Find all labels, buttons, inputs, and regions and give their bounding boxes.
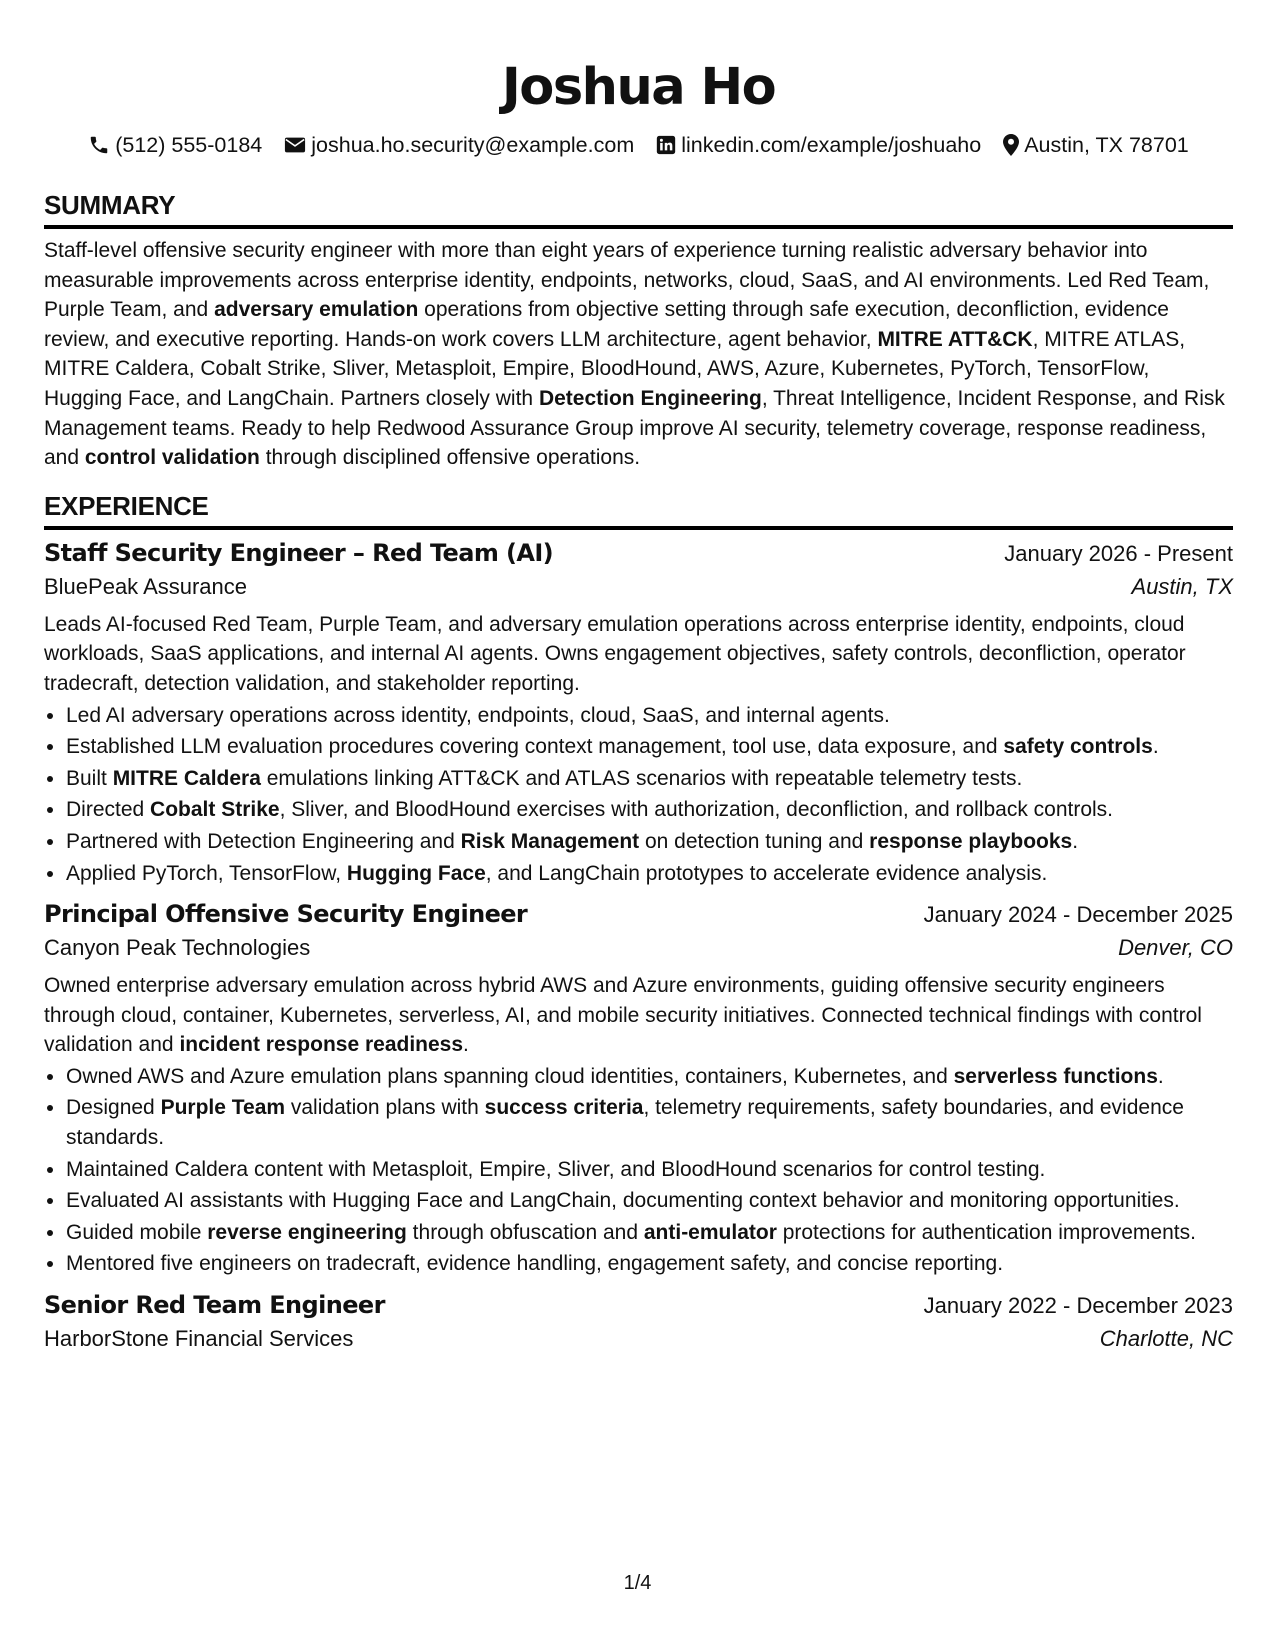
list-item: • Directed Cobalt Strike, Sliver, and BloodHound exercises with authorization, deconfliction, and rollback controls. xyxy=(66,795,1233,825)
page-number: 1/4 xyxy=(623,1572,652,1594)
phone-text: (512) 555-0184 xyxy=(115,132,263,157)
job-description: Owned enterprise adversary emulation across hybrid AWS and Azure environments, guiding offensive security engineers through cloud, container, Kubernetes, serverless, AI, and mobile security initiatives. Connected technical findings with control validation and incident response readiness. xyxy=(44,974,1202,1057)
summary-section xyxy=(44,190,1233,473)
job-location: Charlotte, NC xyxy=(1099,1326,1233,1352)
location-text: Austin, TX 78701 xyxy=(1024,132,1189,157)
job-company: Canyon Peak Technologies xyxy=(44,935,311,961)
list-item: • Led AI adversary operations across identity, endpoints, cloud, SaaS, and internal agents. xyxy=(66,701,1233,731)
list-item: • Evaluated AI assistants with Hugging Face and LangChain, documenting context behavior and monitoring opportunities. xyxy=(66,1186,1233,1216)
envelope-icon xyxy=(284,136,306,154)
resume-page xyxy=(44,0,1233,1356)
list-item: • Guided mobile reverse engineering through obfuscation and anti-emulator protections for authentication improvements. xyxy=(66,1218,1233,1248)
contact-bar xyxy=(44,130,1233,160)
phone-icon xyxy=(88,134,110,156)
job-title: Principal Offensive Security Engineer xyxy=(44,900,528,929)
job-company: HarborStone Financial Services xyxy=(44,1326,354,1352)
experience-heading: EXPERIENCE xyxy=(44,490,209,521)
job-location: Denver, CO xyxy=(1118,935,1233,961)
contact-email[interactable] xyxy=(284,133,634,158)
job-bullets xyxy=(44,701,1233,889)
email-text: joshua.ho.security@example.com xyxy=(311,132,635,157)
list-item: • Partnered with Detection Engineering and Risk Management on detection tuning and response playbooks. xyxy=(66,827,1233,857)
job-entry xyxy=(44,1289,1233,1356)
list-item: • Designed Purple Team validation plans with success criteria, telemetry requirements, safety boundaries, and evidence standards. xyxy=(66,1093,1233,1152)
job-dates: January 2022 - December 2023 xyxy=(923,1293,1233,1319)
map-pin-icon xyxy=(1003,134,1019,156)
job-title: Senior Red Team Engineer xyxy=(44,1291,385,1320)
job-bullets xyxy=(44,1062,1233,1279)
candidate-name: Joshua Ho xyxy=(501,58,776,117)
section-divider xyxy=(44,225,1233,229)
list-item: • Established LLM evaluation procedures covering context management, tool use, data exposure, and safety controls. xyxy=(66,732,1233,762)
list-item: • Built MITRE Caldera emulations linking ATT&CK and ATLAS scenarios with repeatable telemetry tests. xyxy=(66,764,1233,794)
job-title: Staff Security Engineer – Red Team (AI) xyxy=(44,538,554,567)
job-location: Austin, TX xyxy=(1131,573,1233,599)
job-company: BluePeak Assurance xyxy=(44,573,248,599)
section-divider xyxy=(44,526,1233,530)
job-description: Leads AI-focused Red Team, Purple Team, and adversary emulation operations across enterprise identity, endpoints, cloud workloads, SaaS applications, and internal AI agents. Owns engagement objectives, safety controls, deconfliction, operator tradecraft, detection validation, and stakeholder reporting. xyxy=(44,612,1186,695)
list-item: • Applied PyTorch, TensorFlow, Hugging Face, and LangChain prototypes to accelerate evidence analysis. xyxy=(66,859,1233,889)
job-dates: January 2026 - Present xyxy=(1004,540,1233,566)
summary-text: Staff-level offensive security engineer with more than eight years of experience turning realistic adversary behavior into measurable improvements across enterprise identity, endpoints, networks, cloud, SaaS, and AI environments. Led Red Team, Purple Team, and adversary emulation operations from objective setting through safe execution, deconfliction, evidence review, and executive reporting. Hands-on work covers LLM architecture, agent behavior, MITRE ATT&CK, MITRE ATLAS, MITRE Caldera, Cobalt Strike, Sliver, Metasploit, Empire, BloodHound, AWS, Azure, Kubernetes, PyTorch, TensorFlow, Hugging Face, and LangChain. Partners closely with Detection Engineering, Threat Intelligence, Incident Response, and Risk Management teams. Ready to help Redwood Assurance Group improve AI security, telemetry coverage, response readiness, and control validation through disciplined offensive operations. xyxy=(44,239,1225,470)
summary-heading: SUMMARY xyxy=(44,190,176,220)
contact-location xyxy=(1003,133,1189,158)
contact-linkedin[interactable] xyxy=(656,133,981,158)
list-item: • Owned AWS and Azure emulation plans spanning cloud identities, containers, Kubernetes, and serverless functions. xyxy=(66,1062,1233,1092)
contact-phone xyxy=(88,133,262,158)
job-entry xyxy=(44,537,1233,888)
job-dates: January 2024 - December 2025 xyxy=(923,902,1233,928)
list-item: • Mentored five engineers on tradecraft, evidence handling, engagement safety, and concise reporting. xyxy=(66,1249,1233,1279)
linkedin-icon xyxy=(656,135,676,155)
linkedin-text: linkedin.com/example/joshuaho xyxy=(681,132,982,157)
list-item: • Maintained Caldera content with Metasploit, Empire, Sliver, and BloodHound scenarios for control testing. xyxy=(66,1155,1233,1185)
job-entry xyxy=(44,898,1233,1279)
experience-section xyxy=(44,491,1233,1356)
